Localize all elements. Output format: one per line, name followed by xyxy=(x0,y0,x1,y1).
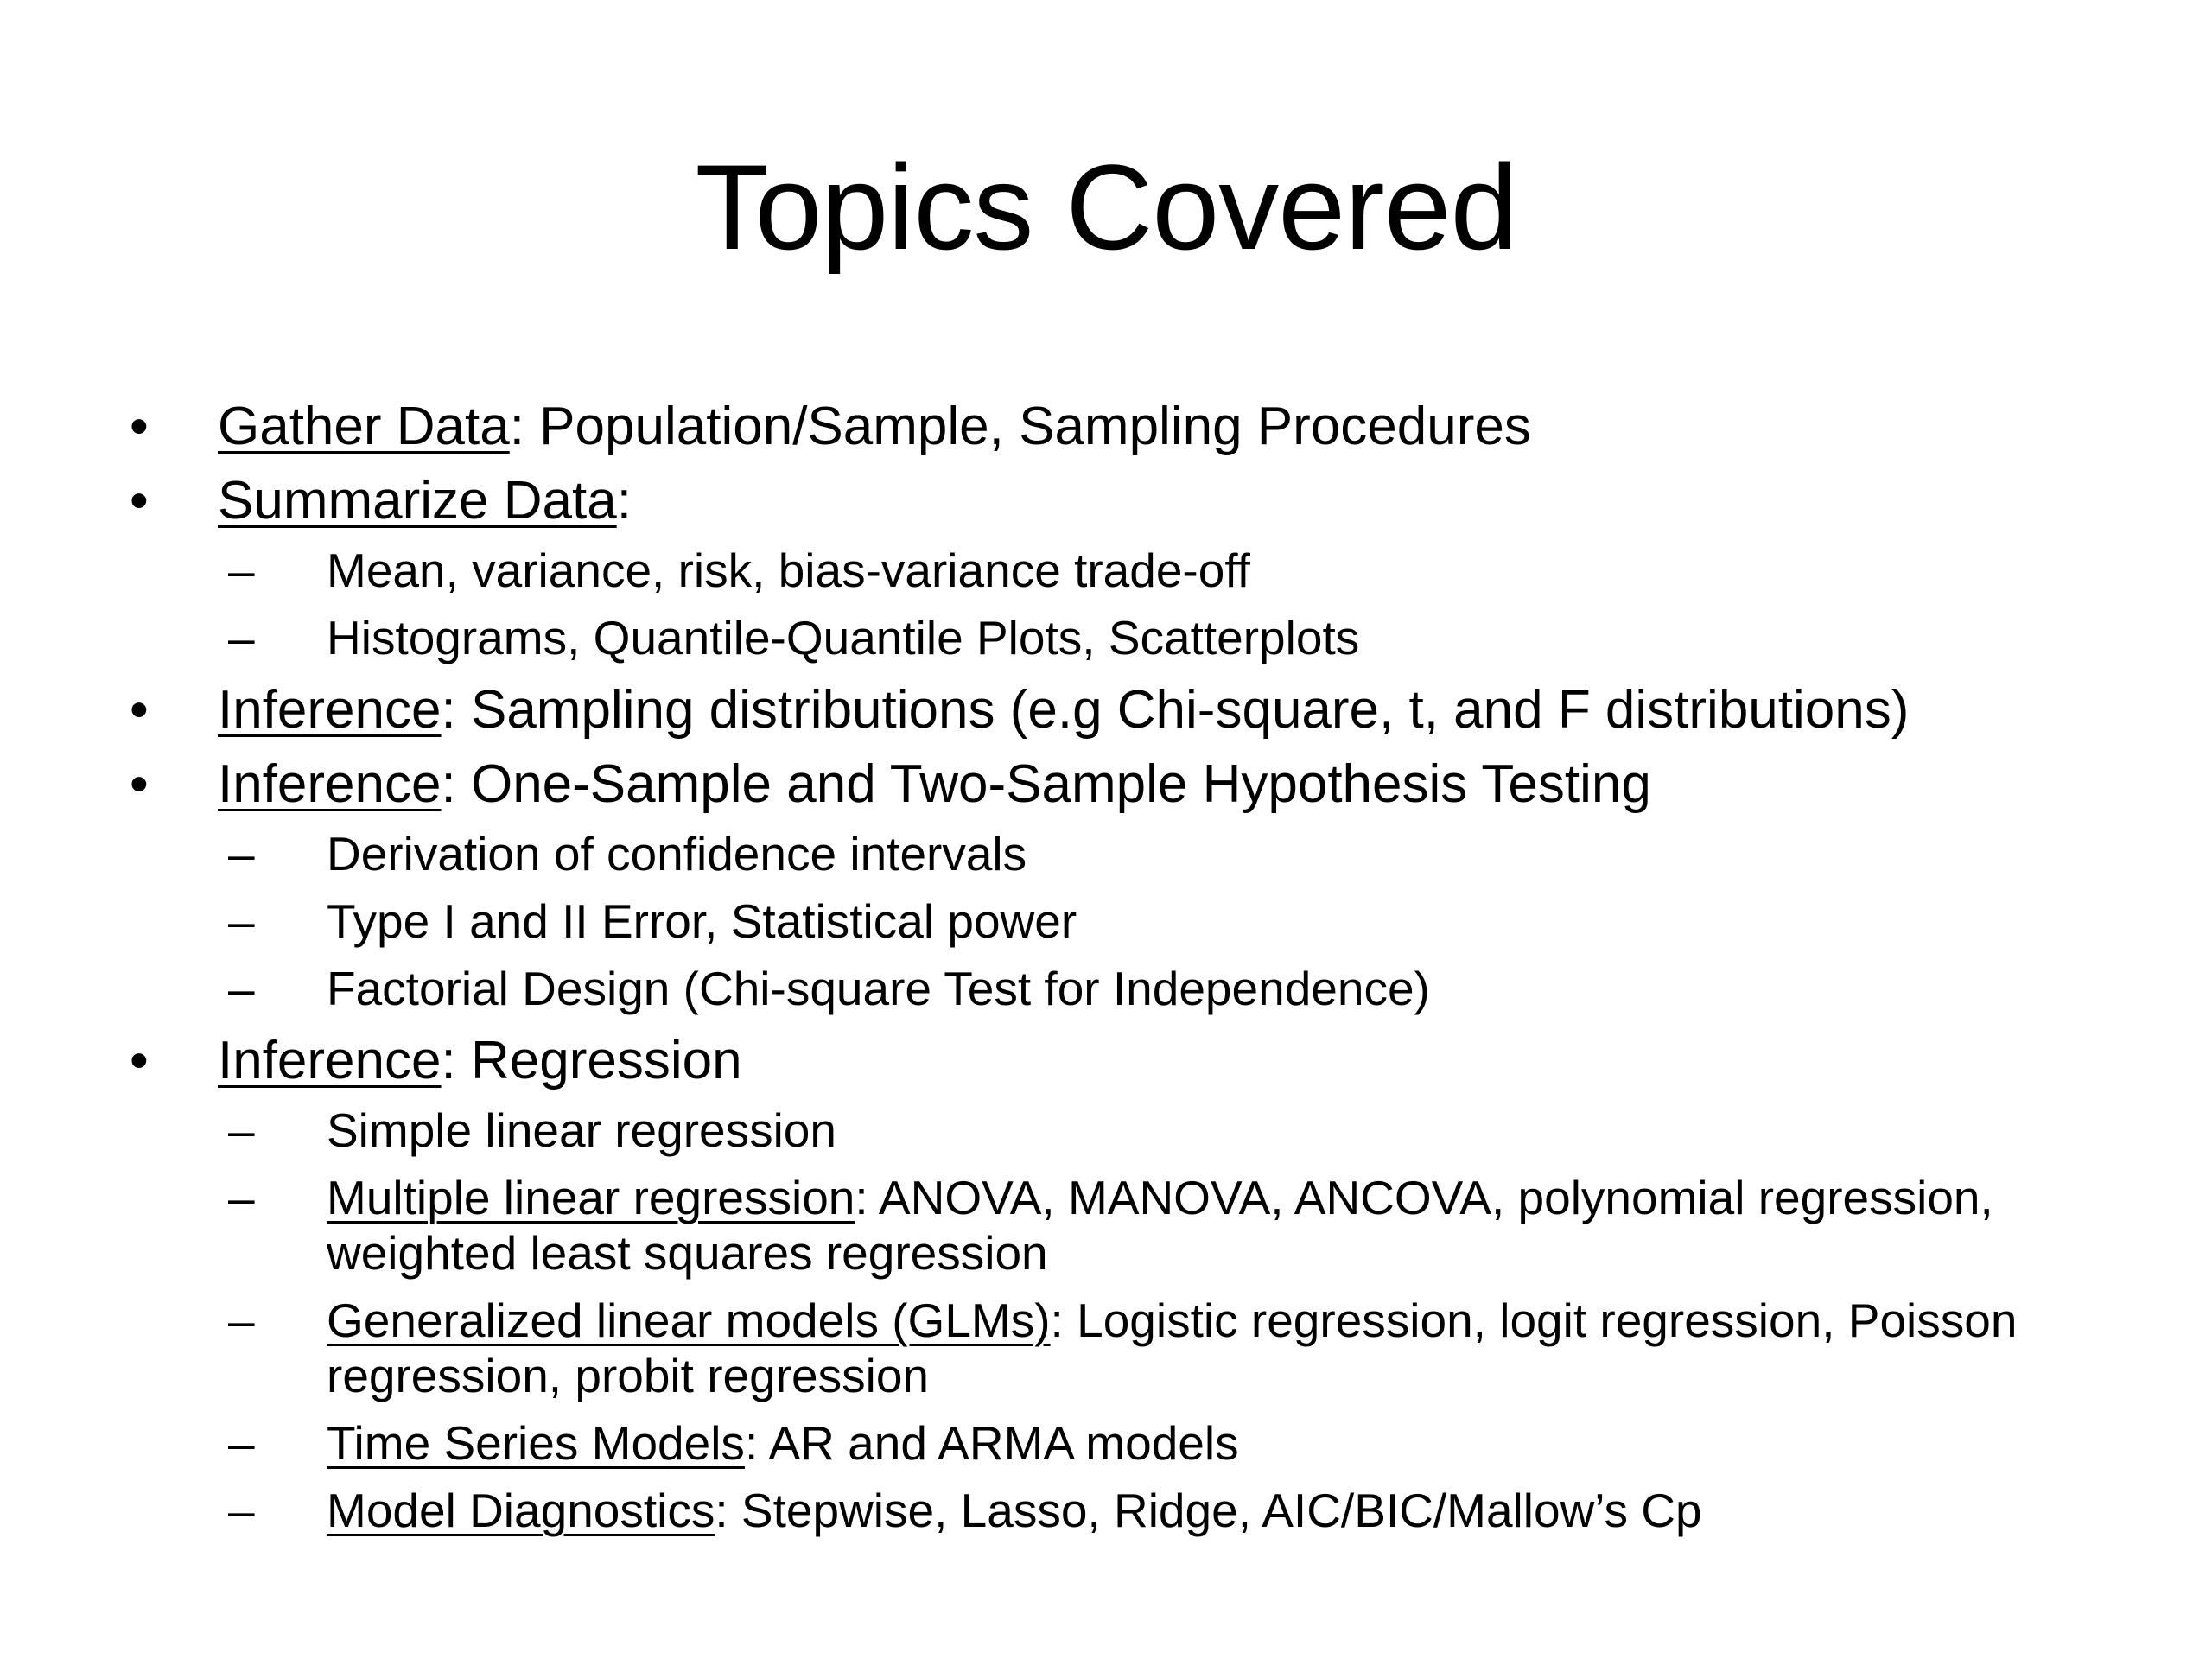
bullet-icon: • xyxy=(130,1031,149,1090)
subtopic-item xyxy=(228,1103,2141,1158)
dash-icon: – xyxy=(228,1103,255,1157)
subtopic-text: : Stepwise, Lasso, Ridge, AIC/BIC/Mallow’s Cp xyxy=(715,1484,1702,1537)
subtopic-text: Simple linear regression xyxy=(327,1103,836,1157)
bullet-icon: • xyxy=(130,754,149,814)
dash-icon: – xyxy=(228,543,255,597)
topic-list xyxy=(130,394,2117,1550)
dash-icon: – xyxy=(228,962,255,1015)
dash-icon: – xyxy=(228,1416,255,1470)
dash-icon: – xyxy=(228,827,255,880)
subtopic-item xyxy=(228,961,2141,1016)
subtopic-text: Histograms, Quantile-Quantile Plots, Scatterplots xyxy=(327,611,1360,664)
subtopic-item xyxy=(228,1170,2141,1281)
topic-item xyxy=(130,752,2117,817)
subtopic-list xyxy=(130,826,2117,1016)
topic-heading: Inference xyxy=(218,754,442,814)
topic-heading: Inference xyxy=(218,1031,442,1090)
dash-icon: – xyxy=(228,894,255,948)
topic-description: : One-Sample and Two-Sample Hypothesis Testing xyxy=(441,754,1651,814)
topic-heading: Inference xyxy=(218,680,442,740)
topic-item xyxy=(130,394,2117,460)
subtopic-text: Mean, variance, risk, bias-variance trade-off xyxy=(327,543,1250,597)
dash-icon: – xyxy=(228,1294,255,1347)
topic-item xyxy=(130,677,2117,743)
dash-icon: – xyxy=(228,611,255,664)
subtopic-heading: Generalized linear models (GLMs) xyxy=(327,1294,1051,1347)
subtopic-heading: Multiple linear regression xyxy=(327,1171,855,1224)
subtopic-item xyxy=(228,610,2141,665)
subtopic-item xyxy=(228,543,2141,598)
topic-description: : Regression xyxy=(441,1031,742,1090)
topic-description: : xyxy=(616,471,632,531)
topic-item xyxy=(130,468,2117,534)
topic-description: : Population/Sample, Sampling Procedures xyxy=(509,397,1531,456)
topic-item xyxy=(130,1028,2117,1094)
topic-description: : Sampling distributions (e.g Chi-square, t, and F distributions) xyxy=(441,680,1910,740)
dash-icon: – xyxy=(228,1171,255,1224)
topic-heading: Gather Data xyxy=(218,397,510,456)
topic-heading: Summarize Data xyxy=(218,471,617,531)
subtopic-heading: Time Series Models xyxy=(327,1416,745,1470)
subtopic-text: Derivation of confidence intervals xyxy=(327,827,1027,880)
subtopic-text: Type I and II Error, Statistical power xyxy=(327,894,1077,948)
dash-icon: – xyxy=(228,1484,255,1537)
slide-title: Topics Covered xyxy=(695,139,1517,275)
subtopic-item xyxy=(228,893,2141,949)
bullet-icon: • xyxy=(130,680,149,740)
subtopic-text: Factorial Design (Chi-square Test for Independence) xyxy=(327,962,1430,1015)
subtopic-list xyxy=(130,543,2117,665)
subtopic-text: : ANOVA, MANOVA, ANCOVA, polynomial regression, weighted least squares regression xyxy=(327,1171,1993,1280)
subtopic-list xyxy=(130,1103,2117,1538)
subtopic-item xyxy=(228,826,2141,881)
subtopic-item xyxy=(228,1415,2141,1471)
subtopic-item xyxy=(228,1483,2141,1538)
bullet-icon: • xyxy=(130,471,149,531)
subtopic-heading: Model Diagnostics xyxy=(327,1484,715,1537)
subtopic-item xyxy=(228,1293,2141,1403)
subtopic-text: : Logistic regression, logit regression, Poisson regression, probit regression xyxy=(327,1294,2018,1402)
subtopic-text: : AR and ARMA models xyxy=(744,1416,1239,1470)
bullet-icon: • xyxy=(130,397,149,456)
